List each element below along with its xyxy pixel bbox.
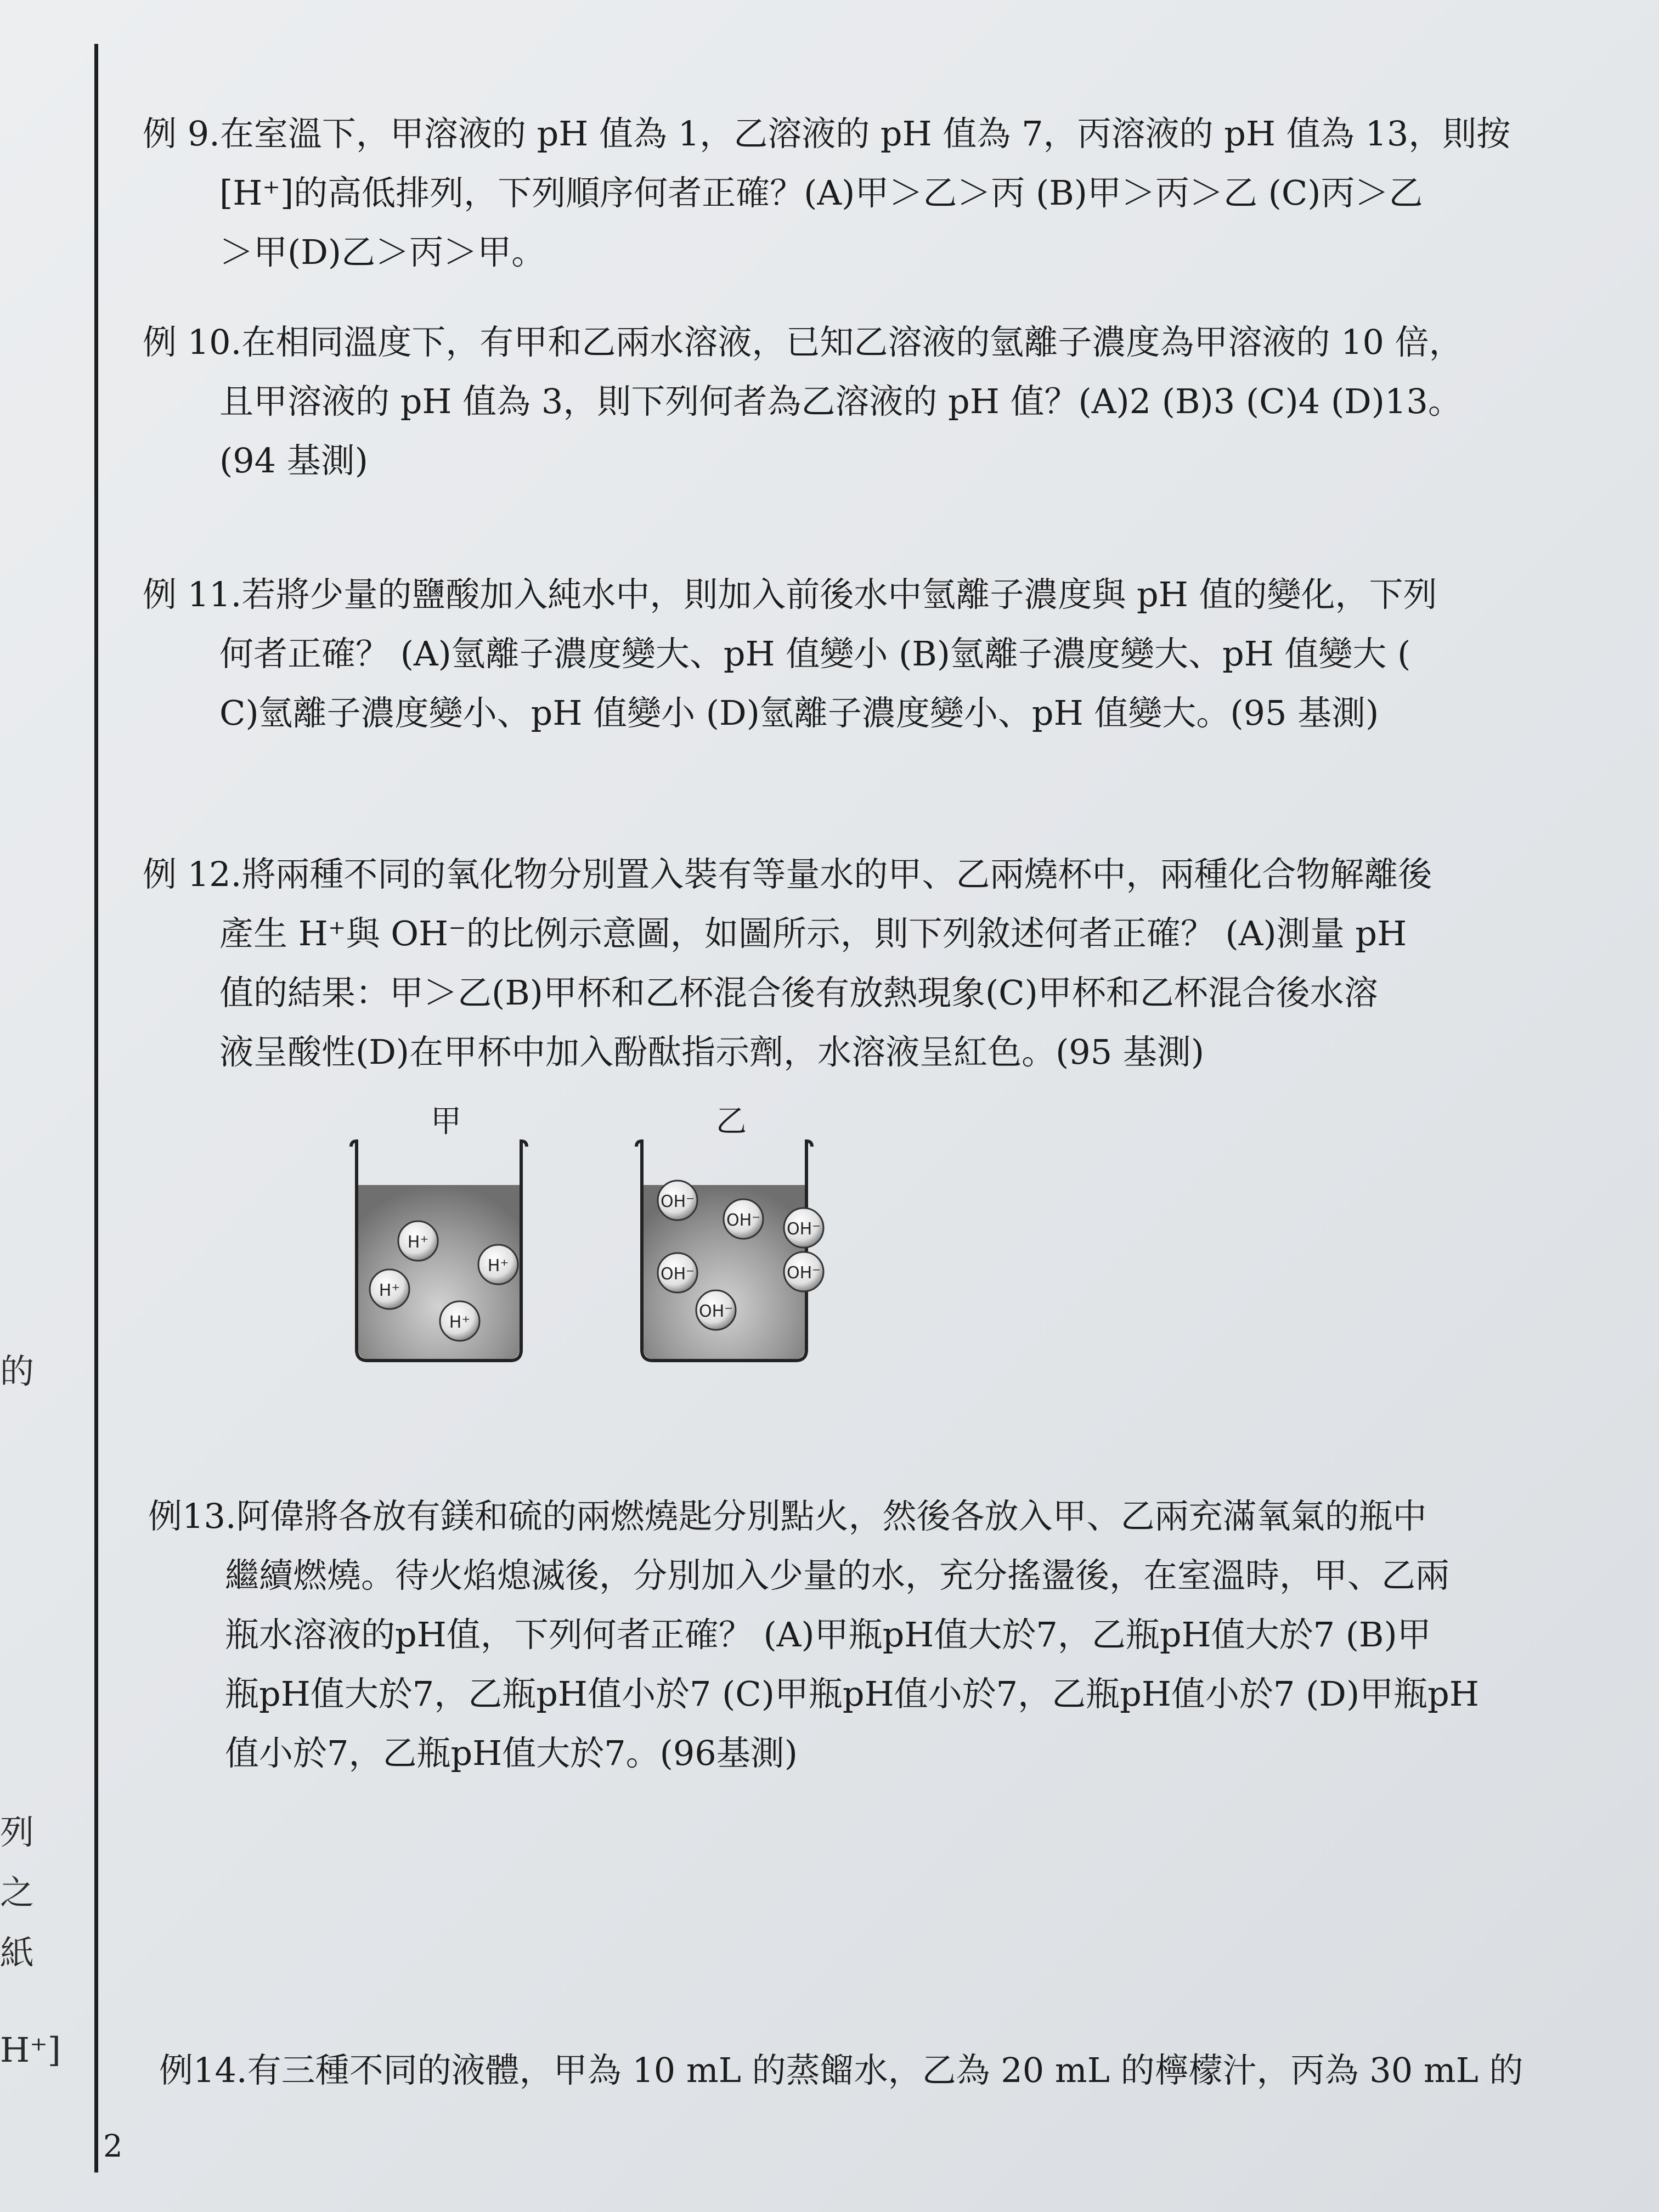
problem-line: 值小於7，乙瓶pH值大於7。(96基測) xyxy=(225,1733,798,1773)
problem-line: 何者正確？ (A)氫離子濃度變大、pH 值變小 (B)氫離子濃度變大、pH 值變大 ( xyxy=(219,634,1411,674)
problem-13 xyxy=(148,1487,1479,1783)
problem-line: 將兩種不同的氧化物分別置入裝有等量水的甲、乙兩燒杯中，兩種化合物解離後 xyxy=(241,854,1432,894)
problem-number: 例 11. xyxy=(143,574,242,614)
ion-label: OH⁻ xyxy=(726,1211,761,1230)
margin-text-1: 的 xyxy=(0,1351,35,1391)
problem-line: 在室溫下，甲溶液的 pH 值為 1，乙溶液的 pH 值為 7，丙溶液的 pH 值為 13，則按 xyxy=(219,114,1511,154)
margin-text-4: 紙 xyxy=(0,1933,35,1973)
problem-number: 例 10. xyxy=(143,322,242,362)
ion-label: H⁺ xyxy=(449,1313,471,1332)
problem-line: 若將少量的鹽酸加入純水中，則加入前後水中氫離子濃度與 pH 值的變化，下列 xyxy=(241,574,1437,614)
problem-line: (94 基測) xyxy=(219,441,368,481)
problem-number: 例 9. xyxy=(143,114,220,154)
beaker-figure xyxy=(329,1097,878,1383)
ion-label: OH⁻ xyxy=(786,1263,821,1283)
beaker-a-label: 甲 xyxy=(431,1104,461,1139)
problem-9 xyxy=(143,104,1510,282)
problem-line: C)氫離子濃度變小、pH 值變小 (D)氫離子濃度變小、pH 值變大。(95 基測) xyxy=(219,693,1379,733)
problem-line: 值的結果：甲＞乙(B)甲杯和乙杯混合後有放熱現象(C)甲杯和乙杯混合後水溶 xyxy=(219,973,1378,1013)
problem-line: 阿偉將各放有鎂和硫的兩燃燒匙分別點火，然後各放入甲、乙兩充滿氧氣的瓶中 xyxy=(236,1496,1427,1536)
problem-line: 有三種不同的液體，甲為 10 mL 的蒸餾水，乙為 20 mL 的檸檬汁，丙為 30 mL 的 xyxy=(247,2050,1523,2090)
problem-line: 繼續燃燒。待火焰熄滅後，分別加入少量的水，充分搖盪後，在室溫時，甲、乙兩 xyxy=(225,1555,1450,1595)
problem-line: [H⁺]的高低排列，下列順序何者正確？(A)甲＞乙＞丙 (B)甲＞丙＞乙 (C)丙＞乙 xyxy=(219,173,1423,213)
ion-label: OH⁻ xyxy=(786,1220,821,1239)
problem-line: 瓶pH值大於7，乙瓶pH值小於7 (C)甲瓶pH值小於7，乙瓶pH值小於7 (D)甲瓶pH xyxy=(225,1674,1479,1714)
beaker-b xyxy=(636,1141,823,1361)
ion-label: OH⁻ xyxy=(660,1192,695,1211)
problem-number: 例 12. xyxy=(143,854,242,894)
margin-text-3: 之 xyxy=(0,1872,35,1912)
problem-10 xyxy=(143,313,1463,490)
ion-label: H⁺ xyxy=(379,1281,400,1300)
problem-number: 例14. xyxy=(159,2050,247,2090)
beaker-a xyxy=(351,1141,527,1361)
problem-line: ＞甲(D)乙＞丙＞甲。 xyxy=(219,232,546,272)
ion-label: H⁺ xyxy=(407,1233,429,1252)
problem-number: 例13. xyxy=(148,1496,236,1536)
problem-line: 瓶水溶液的pH值，下列何者正確？ (A)甲瓶pH值大於7，乙瓶pH值大於7 (B)甲 xyxy=(225,1615,1431,1655)
beaker-diagram xyxy=(329,1097,878,1383)
beaker-b-label: 乙 xyxy=(716,1104,747,1139)
problem-12 xyxy=(143,845,1432,1082)
problem-14 xyxy=(159,2041,1523,2100)
margin-text-5: H⁺] xyxy=(0,2030,61,2070)
ion-label: OH⁻ xyxy=(698,1302,733,1321)
margin-rule xyxy=(94,44,98,2172)
problem-11 xyxy=(143,565,1437,743)
ion-label: H⁺ xyxy=(487,1256,509,1276)
problem-line: 產生 H⁺與 OH⁻的比例示意圖，如圖所示，則下列敘述何者正確？ (A)測量 pH xyxy=(219,913,1407,953)
problem-line: 在相同溫度下，有甲和乙兩水溶液，已知乙溶液的氫離子濃度為甲溶液的 10 倍， xyxy=(241,322,1463,362)
ion-label: OH⁻ xyxy=(660,1265,695,1284)
page-number: 2 xyxy=(103,2129,123,2164)
margin-text-2: 列 xyxy=(0,1812,35,1852)
problem-line: 且甲溶液的 pH 值為 3，則下列何者為乙溶液的 pH 值？(A)2 (B)3 (C)4 (D)13。 xyxy=(219,381,1462,421)
problem-line: 液呈酸性(D)在甲杯中加入酚酞指示劑，水溶液呈紅色。(95 基測) xyxy=(219,1032,1205,1072)
